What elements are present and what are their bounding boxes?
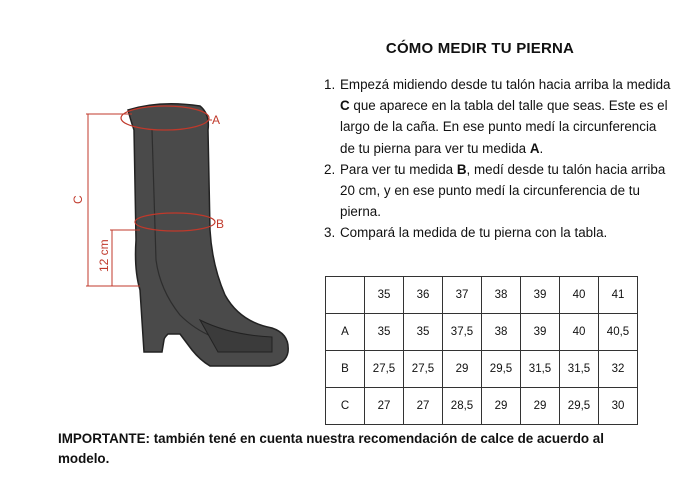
table-cell: 28,5: [443, 388, 482, 425]
step-text-part: que aparece en la tabla del talle que seas. Este es el largo de la caña. En ese punto medí la circunferencia de tu pierna para ver tu medida: [340, 98, 668, 156]
label-12cm: 12 cm: [97, 239, 111, 272]
table-cell: 29,5: [560, 388, 599, 425]
instructions-list: [324, 74, 674, 244]
table-cell: 40: [560, 314, 599, 351]
label-c: C: [71, 195, 85, 204]
instruction-step: [324, 222, 674, 243]
step-number: 3.: [324, 225, 336, 241]
row-label-cell: B: [326, 351, 365, 388]
table-cell: 29: [482, 388, 521, 425]
size-header-cell: 40: [560, 277, 599, 314]
step-text-part: Compará la medida de tu pierna con la tabla.: [340, 225, 608, 241]
step-text-part: .: [539, 140, 544, 156]
step-text: [340, 74, 674, 159]
size-header-cell: 35: [365, 277, 404, 314]
row-label-cell: C: [326, 388, 365, 425]
size-header-cell: 41: [599, 277, 638, 314]
measure-letter: C: [340, 98, 350, 114]
row-label-cell: A: [326, 314, 365, 351]
table-corner-cell: [326, 277, 365, 314]
size-table: [325, 276, 638, 425]
step-text: [340, 159, 674, 223]
table-cell: 30: [599, 388, 638, 425]
table-cell: 35: [404, 314, 443, 351]
size-header-cell: 38: [482, 277, 521, 314]
table-header-row: [326, 277, 638, 314]
table-cell: 29: [443, 351, 482, 388]
table-row: [326, 314, 638, 351]
table-cell: 27: [404, 388, 443, 425]
label-a: A: [212, 113, 221, 127]
step-number: 2.: [324, 161, 336, 177]
step-text: [340, 222, 674, 243]
instruction-step: [324, 159, 674, 223]
table-cell: 40,5: [599, 314, 638, 351]
size-header-cell: 37: [443, 277, 482, 314]
important-note: IMPORTANTE: también tené en cuenta nuestra recomendación de calce de acuerdo al modelo.: [58, 431, 604, 466]
table-cell: 37,5: [443, 314, 482, 351]
label-b: B: [216, 217, 225, 231]
table-cell: 27,5: [365, 351, 404, 388]
step-text-part: Empezá midiendo desde tu talón hacia arriba la medida: [340, 77, 671, 92]
size-header-cell: 36: [404, 277, 443, 314]
title: CÓMO MEDIR TU PIERNA: [385, 40, 575, 57]
boot-diagram: [60, 90, 300, 380]
table-cell: 31,5: [560, 351, 599, 388]
table-cell: 39: [521, 314, 560, 351]
instruction-step: [324, 74, 674, 159]
table-cell: 27,5: [404, 351, 443, 388]
table-cell: 35: [365, 314, 404, 351]
table-cell: 32: [599, 351, 638, 388]
table-cell: 29: [521, 388, 560, 425]
table-row: [326, 388, 638, 425]
table-cell: 31,5: [521, 351, 560, 388]
measure-letter: A: [529, 140, 540, 156]
step-text-part: Para ver tu medida: [340, 161, 457, 177]
step-text-part: , medí desde tu talón hacia arriba 20 cm, y en ese punto medí la circunferencia de tu pierna.: [340, 161, 666, 220]
step-number: 1.: [324, 77, 336, 92]
table-row: [326, 351, 638, 388]
table-cell: 29,5: [482, 351, 521, 388]
measure-letter: B: [456, 161, 467, 177]
table-cell: 27: [365, 388, 404, 425]
table-cell: 38: [482, 314, 521, 351]
size-header-cell: 39: [521, 277, 560, 314]
